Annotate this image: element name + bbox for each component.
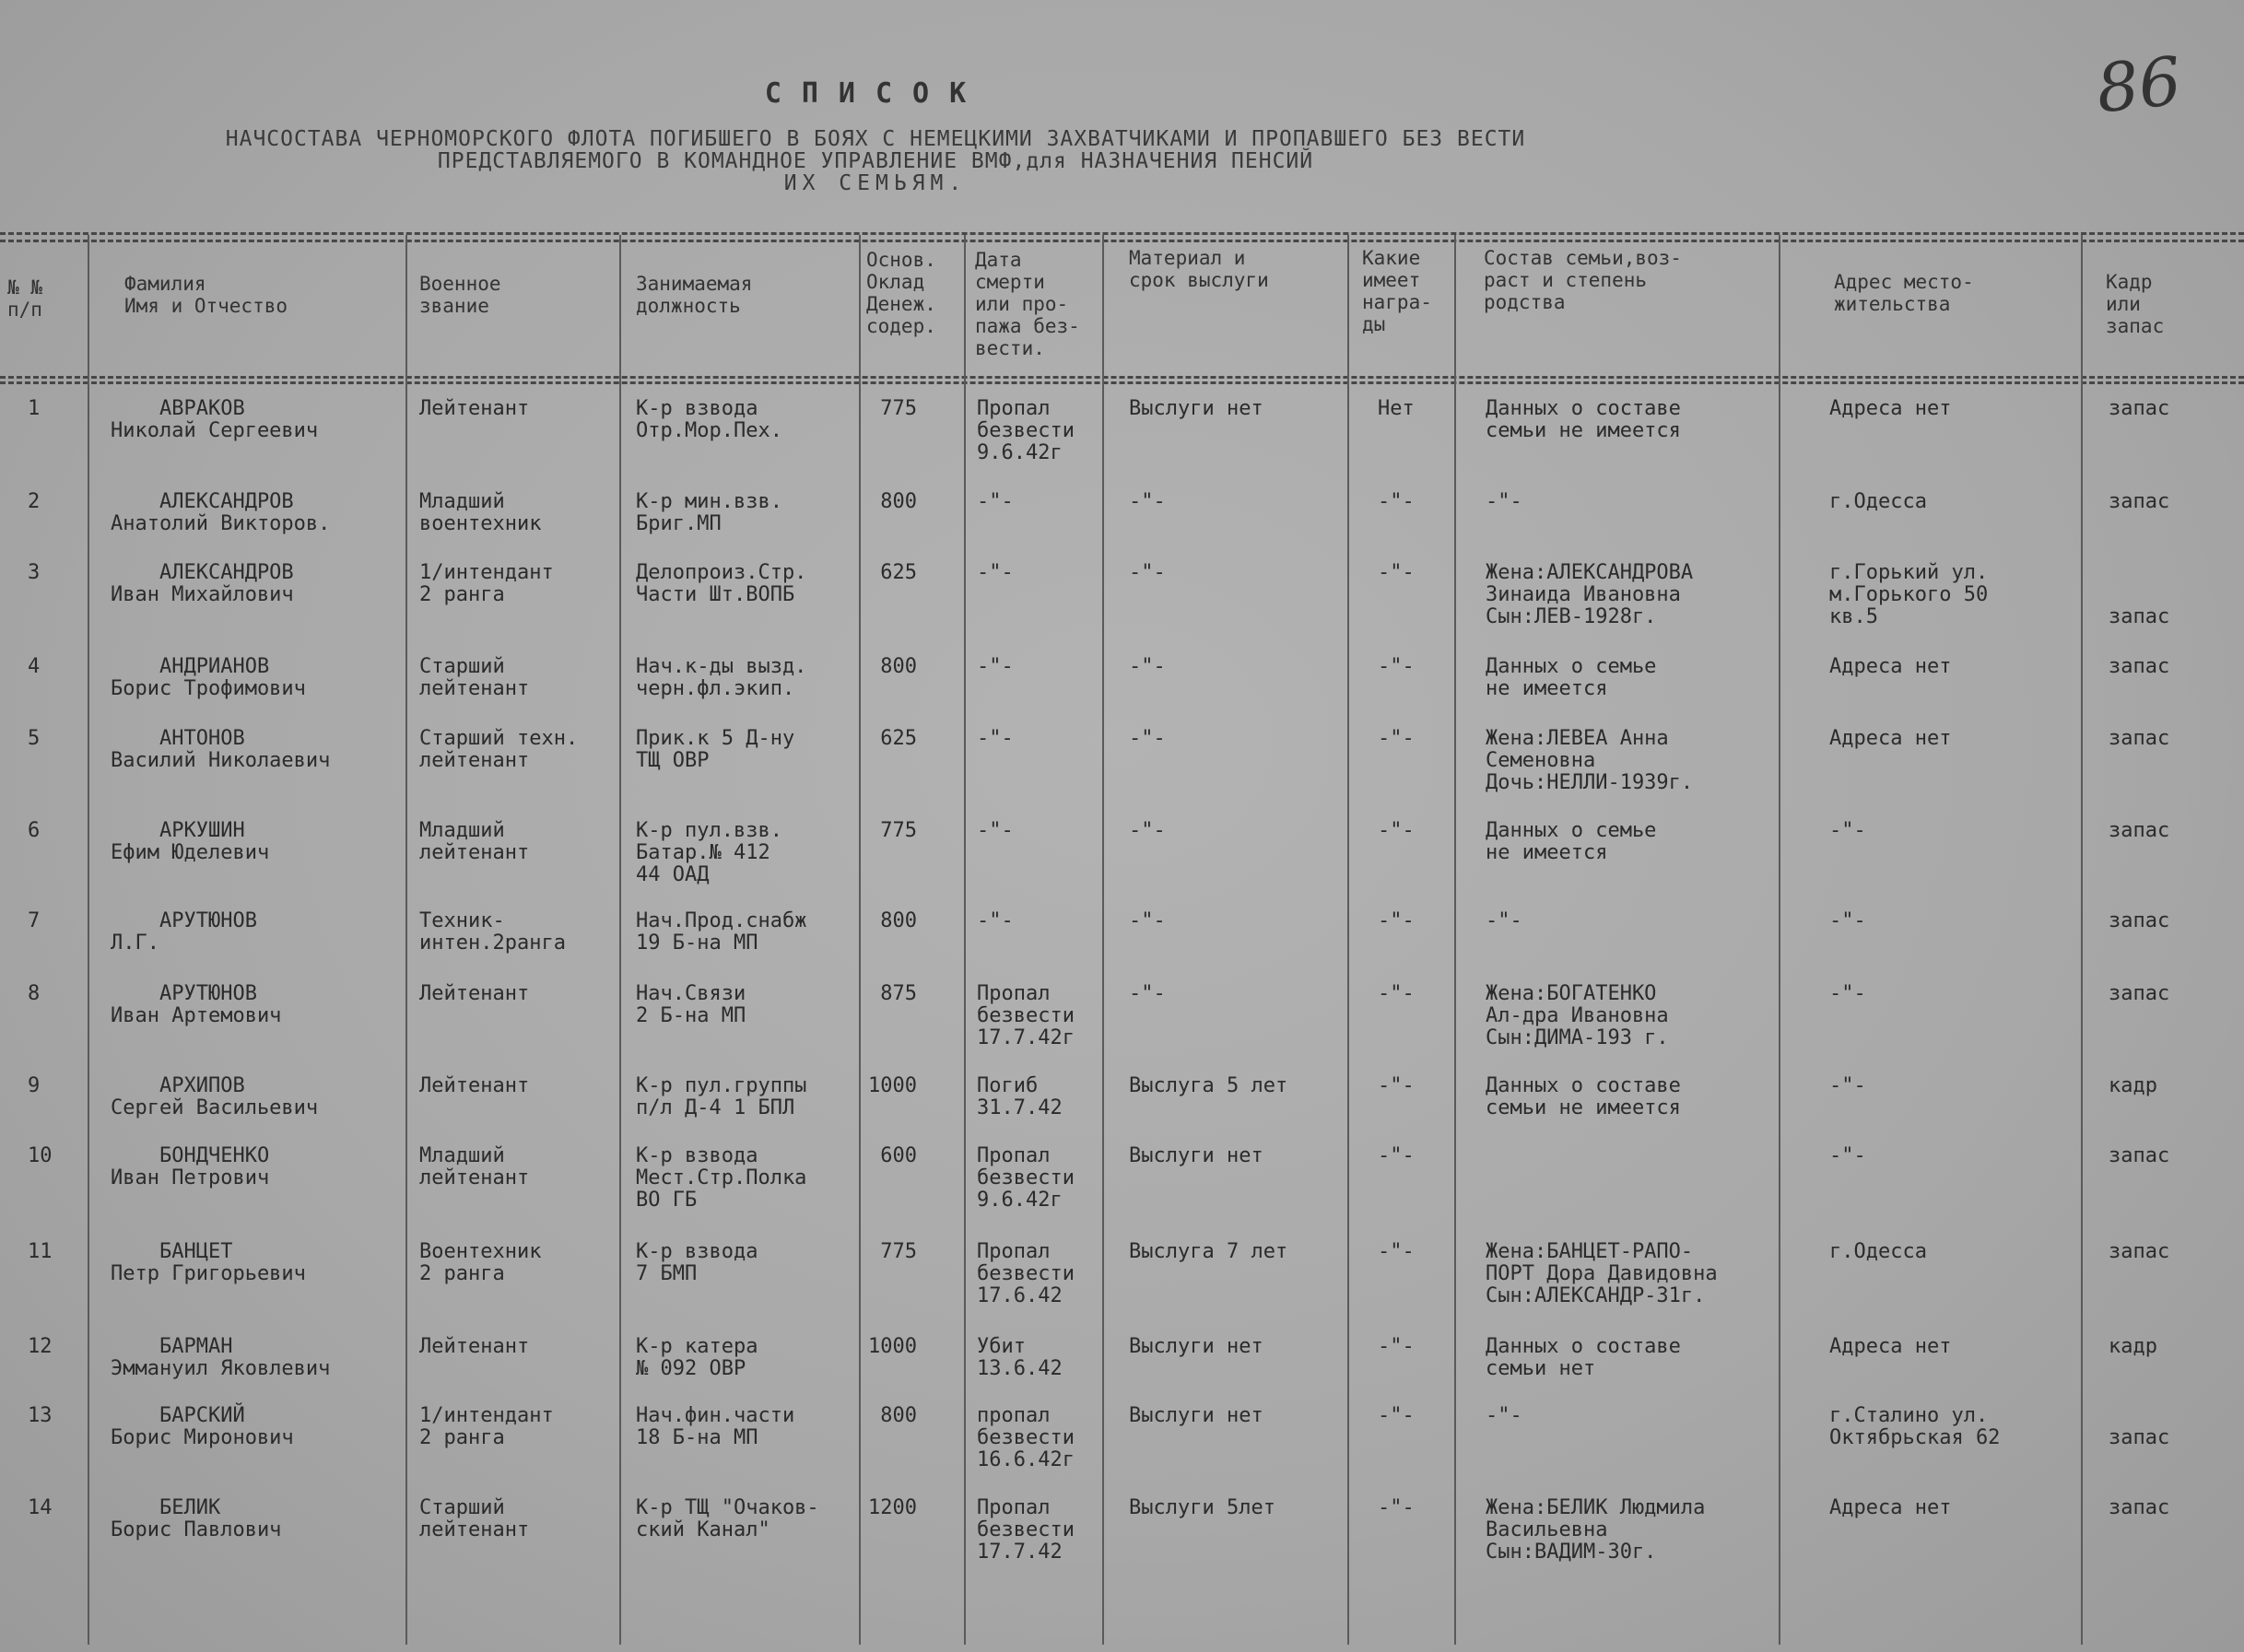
cell-family: Жена:БЕЛИК Людмила Васильевна Сын:ВАДИМ-30г. [1486,1496,1706,1564]
cell-status: запас [2109,982,2170,1005]
cell-num: 1 [28,397,41,420]
header-date: Дата смерти или про- пажа без- вести. [975,249,1080,359]
cell-address: г.Горький ул. м.Горького 50 кв.5 [1829,561,1989,628]
cell-awards: -"- [1378,909,1415,932]
cell-salary: 1200 [868,1496,917,1519]
cell-status: запас [2109,397,2170,420]
cell-service: Выслуги нет [1129,1335,1263,1358]
header-family: Состав семьи,воз- раст и степень родства [1484,247,1682,313]
cell-date: -"- [977,561,1014,584]
cell-rank: Лейтенант [419,397,530,420]
cell-position: Прик.к 5 Д-ну ТЩ ОВР [636,727,795,772]
cell-salary: 625 [880,727,917,750]
cell-name: АРУТЮНОВ Иван Артемович [111,982,282,1027]
cell-date: Пропал безвести 17.6.42 [977,1240,1075,1307]
cell-status: запас [2109,1144,2170,1167]
cell-status: запас [2109,1496,2170,1519]
cell-num: 5 [28,727,41,750]
cell-position: К-р взвода Отр.Мор.Пех. [636,397,782,442]
cell-awards: -"- [1378,490,1415,513]
cell-status: кадр [2109,1335,2157,1358]
cell-awards: -"- [1378,1240,1415,1263]
cell-rank: Техник- интен.2ранга [419,909,566,955]
cell-status: запас [2109,605,2170,628]
cell-position: К-р взвода 7 БМП [636,1240,758,1285]
cell-address: Адреса нет [1829,1335,1952,1358]
cell-address: г.Сталино ул. Октябрьская 62 [1829,1404,2001,1449]
cell-family: -"- [1486,909,1522,932]
cell-salary: 875 [880,982,917,1005]
cell-rank: Лейтенант [419,1074,530,1097]
cell-address: г.Одесса [1829,490,1927,513]
cell-position: К-р пул.группы п/л Д-4 1 БПЛ [636,1074,807,1119]
header-bottom-rule-2 [0,381,2244,384]
cell-date: Пропал безвести 9.6.42г [977,1144,1075,1212]
cell-family: Данных о составе семьи нет [1486,1335,1681,1380]
cell-name: АНДРИАНОВ Борис Трофимович [111,655,306,700]
cell-date: Убит 13.6.42 [977,1335,1063,1380]
cell-salary: 800 [880,655,917,678]
cell-service: -"- [1129,909,1166,932]
cell-address: Адреса нет [1829,655,1952,678]
cell-family: Жена:БОГАТЕНКО Ал-дра Ивановна Сын:ДИМА-193 г. [1486,982,1669,1049]
cell-status: запас [2109,490,2170,513]
cell-awards: -"- [1378,982,1415,1005]
cell-position: К-р ТЩ "Очаков- ский Канал" [636,1496,819,1541]
cell-num: 9 [28,1074,41,1097]
cell-service: -"- [1129,819,1166,842]
cell-status: запас [2109,1426,2170,1449]
cell-awards: -"- [1378,1404,1415,1427]
cell-rank: Старший техн. лейтенант [419,727,579,772]
cell-address: -"- [1829,819,1866,842]
cell-rank: Старший лейтенант [419,1496,530,1541]
cell-name: БАРМАН Эммануил Яковлевич [111,1335,331,1380]
cell-family: Данных о составе семьи не имеется [1486,397,1681,442]
cell-num: 12 [28,1335,53,1358]
cell-position: К-р пул.взв. Батар.№ 412 44 ОАД [636,819,782,886]
cell-position: К-р взвода Мест.Стр.Полка ВО ГБ [636,1144,807,1212]
header-name: Фамилия Имя и Отчество [124,273,288,317]
document-title: СПИСОК [764,77,987,110]
cell-address: Адреса нет [1829,1496,1952,1519]
cell-date: -"- [977,727,1014,750]
cell-service: Выслуги нет [1129,1144,1263,1167]
header-num: № № п/п [7,276,42,321]
cell-rank: Воентехник 2 ранга [419,1240,542,1285]
cell-num: 10 [28,1144,53,1167]
cell-salary: 775 [880,1240,917,1263]
table-row [0,910,2244,984]
cell-rank: 1/интендант 2 ранга [419,561,554,606]
subtitle-line-2: ПРЕДСТАВЛЯЕМОГО В КОМАНДНОЕ УПРАВЛЕНИЕ ВМФ,для НАЗНАЧЕНИЯ ПЕНСИЙ [437,149,1314,173]
cell-position: К-р мин.взв. Бриг.МП [636,490,782,535]
header-service: Материал и срок выслуги [1129,247,1269,291]
cell-num: 6 [28,819,41,842]
cell-position: Нач.Прод.снабж 19 Б-на МП [636,909,807,955]
table-row [0,728,2244,802]
header-bottom-rule [0,376,2244,379]
header-awards: Какие имеет награ- ды [1362,247,1432,335]
cell-service: Выслуги 5лет [1129,1496,1275,1519]
cell-name: АВРАКОВ Николай Сергеевич [111,397,319,442]
cell-num: 8 [28,982,41,1005]
cell-date: Погиб 31.7.42 [977,1074,1063,1119]
cell-family: Данных о семье не имеется [1486,819,1657,864]
cell-num: 7 [28,909,41,932]
cell-service: -"- [1129,982,1166,1005]
cell-address: -"- [1829,1074,1866,1097]
cell-date: пропал безвести 16.6.42г [977,1404,1075,1471]
cell-date: Пропал безвести 17.7.42 [977,1496,1075,1564]
header-salary: Основ. Оклад Денеж. содер. [866,249,936,337]
cell-position: Нач.фин.части 18 Б-на МП [636,1404,795,1449]
cell-date: -"- [977,490,1014,513]
header-rank: Военное звание [419,273,501,317]
cell-name: АЛЕКСАНДРОВ Анатолий Викторов. [111,490,331,535]
header-status: Кадр или запас [2106,271,2165,337]
subtitle-line-1: НАЧСОСТАВА ЧЕРНОМОРСКОГО ФЛОТА ПОГИБШЕГО В БОЯХ С НЕМЕЦКИМИ ЗАХВАТЧИКАМИ И ПРОПАВШЕГО БЕЗ ВЕСТИ [225,127,1526,151]
cell-family: Жена:ЛЕВЕА Анна Семеновна Дочь:НЕЛЛИ-1939г. [1486,727,1694,794]
cell-position: Нач.к-ды вызд. черн.фл.экип. [636,655,807,700]
cell-family: Данных о семье не имеется [1486,655,1657,700]
table-row [0,983,2244,1057]
cell-salary: 800 [880,909,917,932]
cell-status: запас [2109,1240,2170,1263]
table-top-rule [0,232,2244,235]
table-row [0,1497,2244,1571]
cell-address: Адреса нет [1829,727,1952,750]
cell-service: Выслуга 7 лет [1129,1240,1288,1263]
cell-name: БОНДЧЕНКО Иван Петрович [111,1144,270,1189]
cell-awards: -"- [1378,1335,1415,1358]
cell-family: -"- [1486,1404,1522,1427]
cell-awards: -"- [1378,727,1415,750]
subtitle-line-3: ИХ СЕМЬЯМ. [783,171,968,195]
cell-awards: -"- [1378,819,1415,842]
cell-awards: -"- [1378,655,1415,678]
table-row [0,562,2244,636]
cell-position: Нач.Связи 2 Б-на МП [636,982,746,1027]
table-row [0,1336,2244,1410]
cell-position: Делопроиз.Стр. Части Шт.ВОПБ [636,561,807,606]
cell-service: Выслуги нет [1129,1404,1263,1427]
table-row [0,398,2244,472]
table-row [0,1145,2244,1219]
cell-num: 13 [28,1404,53,1427]
cell-service: -"- [1129,655,1166,678]
cell-awards: -"- [1378,1496,1415,1519]
cell-rank: Младший лейтенант [419,819,530,864]
cell-service: -"- [1129,727,1166,750]
cell-service: -"- [1129,490,1166,513]
cell-status: запас [2109,655,2170,678]
cell-address: -"- [1829,982,1866,1005]
cell-address: -"- [1829,1144,1866,1167]
cell-rank: Младший лейтенант [419,1144,530,1189]
cell-date: Пропал безвести 17.7.42г [977,982,1075,1049]
cell-name: АРУТЮНОВ Л.Г. [111,909,257,955]
cell-salary: 600 [880,1144,917,1167]
cell-salary: 775 [880,819,917,842]
table-row [0,1075,2244,1149]
cell-awards: -"- [1378,561,1415,584]
cell-date: -"- [977,909,1014,932]
table-top-rule-2 [0,240,2244,242]
cell-name: АРХИПОВ Сергей Васильевич [111,1074,319,1119]
cell-rank: Младший воентехник [419,490,542,535]
cell-awards: -"- [1378,1074,1415,1097]
cell-status: кадр [2109,1074,2157,1097]
cell-num: 4 [28,655,41,678]
cell-rank: Лейтенант [419,982,530,1005]
cell-family: Жена:АЛЕКСАНДРОВА Зинаида Ивановна Сын:ЛЕВ-1928г. [1486,561,1694,628]
cell-awards: -"- [1378,1144,1415,1167]
cell-awards: Нет [1378,397,1415,420]
cell-date: -"- [977,819,1014,842]
table-row [0,656,2244,730]
cell-status: запас [2109,727,2170,750]
cell-service: Выслуги нет [1129,397,1263,420]
cell-name: АНТОНОВ Василий Николаевич [111,727,331,772]
cell-address: Адреса нет [1829,397,1952,420]
table-row [0,1405,2244,1479]
cell-name: БАНЦЕТ Петр Григорьевич [111,1240,306,1285]
cell-num: 3 [28,561,41,584]
cell-family: Данных о составе семьи не имеется [1486,1074,1681,1119]
cell-num: 11 [28,1240,53,1263]
cell-family: Жена:БАНЦЕТ-РАПО- ПОРТ Дора Давидовна Сын:АЛЕКСАНДР-31г. [1486,1240,1718,1307]
cell-address: г.Одесса [1829,1240,1927,1263]
cell-num: 2 [28,490,41,513]
header-address: Адрес место- жительства [1834,271,1974,315]
cell-salary: 775 [880,397,917,420]
cell-name: АЛЕКСАНДРОВ Иван Михайлович [111,561,294,606]
cell-position: К-р катера № 092 ОВР [636,1335,758,1380]
cell-address: -"- [1829,909,1866,932]
cell-rank: 1/интендант 2 ранга [419,1404,554,1449]
table-row [0,820,2244,894]
page-number: 86 [2092,41,2185,128]
cell-salary: 1000 [868,1335,917,1358]
cell-date: Пропал безвести 9.6.42г [977,397,1075,464]
cell-family: -"- [1486,490,1522,513]
cell-name: БАРСКИЙ Борис Миронович [111,1404,294,1449]
cell-name: АРКУШИН Ефим Юделевич [111,819,270,864]
cell-salary: 800 [880,1404,917,1427]
cell-service: Выслуга 5 лет [1129,1074,1288,1097]
table-row [0,491,2244,565]
cell-salary: 1000 [868,1074,917,1097]
cell-status: запас [2109,819,2170,842]
header-position: Занимаемая должность [636,273,753,317]
cell-salary: 625 [880,561,917,584]
cell-rank: Лейтенант [419,1335,530,1358]
cell-salary: 800 [880,490,917,513]
cell-date: -"- [977,655,1014,678]
cell-rank: Старший лейтенант [419,655,530,700]
cell-service: -"- [1129,561,1166,584]
cell-status: запас [2109,909,2170,932]
table-row [0,1241,2244,1315]
cell-num: 14 [28,1496,53,1519]
cell-name: БЕЛИК Борис Павлович [111,1496,282,1541]
